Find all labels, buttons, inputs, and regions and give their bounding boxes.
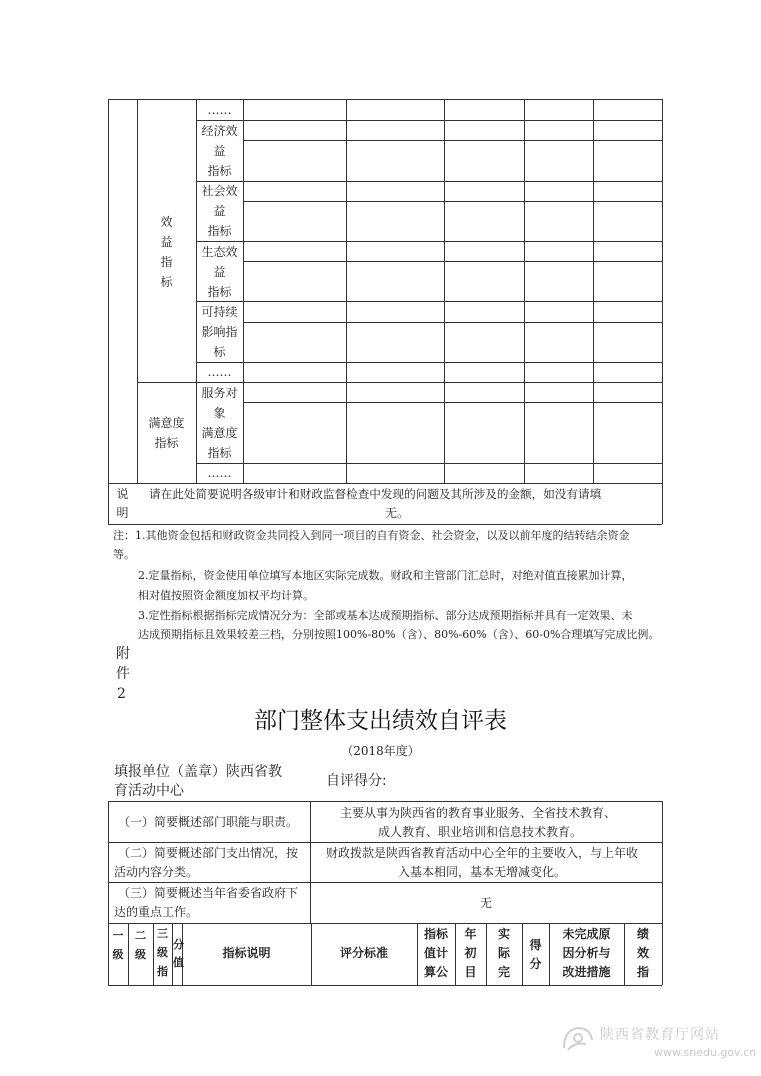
note-line: 注：1.其他资金包括和财政资金共同投入到同一项目的自有资金、社会资金，以及以前年度的结转结余资金 <box>113 529 630 542</box>
header-initial-target-3: 目 <box>464 965 477 979</box>
header-analysis-1: 未完成原 <box>562 927 611 941</box>
desc-text-1: 请在此处简要说明各级审计和财政监督检查中发现的问题及其所涉及的金额，如没有请填 <box>149 487 602 501</box>
attachment-char-1: 附 <box>116 646 130 662</box>
fill-unit-label-2: 育活动中心 <box>114 783 184 799</box>
header-level1-1: 一 <box>112 929 124 942</box>
note-line: 达成预期指标且效果较差三档，分别按照100%-80%（含）、80%-60%（含）、60-0%合理填写完成比例。 <box>138 628 660 641</box>
section-3-label-2: 达的重点工作。 <box>114 905 199 919</box>
attachment-char-2: 件 <box>116 666 130 682</box>
header-indicator-desc: 指标说明 <box>222 946 271 960</box>
watermark-url: www.snedu.gov.cn <box>654 1046 757 1059</box>
section-2-label-2: 活动内容分类。 <box>114 865 199 879</box>
section-1-value-2: 成人教育、职业培训和信息技术教育。 <box>378 825 583 839</box>
header-analysis-2: 因分析与 <box>562 946 611 960</box>
indicator-satisfaction-3: 满意度 <box>201 426 238 440</box>
ellipsis-cell: …… <box>207 365 232 379</box>
section-1-value-1: 主要从事为陕西省的教育事业服务、全省技术教育、 <box>340 806 617 820</box>
header-initial-target-1: 年 <box>464 927 477 941</box>
header-score-got-2: 分 <box>529 957 542 971</box>
note-line: 3.定性指标根据指标完成情况分为：全部或基本达成预期指标、部分达成预期指标并具有一定效果、未 <box>138 609 633 622</box>
fill-unit-label-1: 填报单位（盖章）陕西省教 <box>114 764 282 780</box>
group-label-satisfaction-1: 满意度 <box>148 416 185 430</box>
attachment-number: 2 <box>117 686 126 702</box>
ellipsis-cell: …… <box>207 466 232 480</box>
header-score-2: 值 <box>173 956 184 969</box>
emblem-icon <box>560 1022 596 1054</box>
desc-text-2: 无。 <box>385 506 410 520</box>
indicator-ecological-3: 指标 <box>207 285 232 299</box>
header-performance-3: 指 <box>636 965 649 979</box>
indicator-social-3: 指标 <box>207 224 232 238</box>
form-year: （2018年度） <box>341 744 420 758</box>
group-label-effect-3: 指 <box>160 255 173 269</box>
header-level3-2: 级 <box>157 946 168 959</box>
group-label-effect-1: 效 <box>160 215 173 229</box>
desc-label-1: 说 <box>116 487 129 501</box>
note-line: 等。 <box>113 548 135 561</box>
note-line: 相对值按照资金额度加权平均计算。 <box>138 589 314 602</box>
indicator-sustainable-1: 可持续 <box>201 305 238 319</box>
header-performance-1: 绩 <box>636 927 649 941</box>
header-level2-2: 级 <box>135 948 146 961</box>
indicator-satisfaction-2: 象 <box>213 406 226 420</box>
group-label-effect-2: 益 <box>160 235 173 249</box>
header-level3-3: 指 <box>157 965 168 978</box>
indicator-satisfaction-4: 指标 <box>207 446 232 460</box>
header-formula-3: 算公 <box>423 965 448 979</box>
indicator-sustainable-2: 影响指 <box>201 325 238 339</box>
indicator-economic-2: 益 <box>213 144 226 158</box>
watermark-text: 陕西省教育厅网站 <box>600 1027 720 1043</box>
header-level1-2: 级 <box>112 948 124 961</box>
section-1-label: （一）简要概述部门职能与职责。 <box>118 815 299 829</box>
indicator-satisfaction-1: 服务对 <box>201 386 238 400</box>
section-2-value-2: 入基本相同，基本无增减变化。 <box>398 865 567 879</box>
header-actual-1: 实 <box>497 927 510 941</box>
header-score-1: 分 <box>173 938 184 951</box>
header-formula-1: 指标 <box>423 927 448 941</box>
header-level2-1: 二 <box>135 929 146 942</box>
indicator-ecological-2: 益 <box>213 265 226 279</box>
section-2-value-1: 财政拨款是陕西省教育活动中心全年的主要收入，与上年收 <box>326 846 639 860</box>
header-score-cell <box>173 935 182 975</box>
section-3-value: 无 <box>479 896 492 910</box>
header-score-got-1: 得 <box>529 938 542 952</box>
note-line: 2.定量指标，资金使用单位填写本地区实际完成数。财政和主管部门汇总时，对绝对值直接累加计算， <box>138 569 633 582</box>
header-scoring-standard: 评分标准 <box>339 946 388 960</box>
group-label-satisfaction-2: 指标 <box>154 436 179 450</box>
indicator-ecological-1: 生态效 <box>201 245 238 259</box>
header-initial-target-2: 初 <box>464 946 477 960</box>
header-level3-1: 三 <box>157 927 168 940</box>
group-label-effect-4: 标 <box>160 275 173 289</box>
indicator-social-2: 益 <box>213 204 226 218</box>
section-2-label-1: （二）简要概述部门支出情况，按 <box>118 846 299 860</box>
indicator-sustainable-3: 标 <box>213 345 226 359</box>
indicator-social-1: 社会效 <box>201 184 238 198</box>
self-score-label: 自评得分: <box>326 773 387 789</box>
form-title: 部门整体支出绩效自评表 <box>254 708 507 734</box>
header-analysis-3: 改进措施 <box>562 965 611 979</box>
header-actual-2: 际 <box>497 946 510 960</box>
indicator-economic-3: 指标 <box>207 164 232 178</box>
section-3-label-1: （三）简要概述当年省委省政府下 <box>118 886 299 900</box>
header-formula-2: 值计 <box>423 946 448 960</box>
ellipsis-cell: …… <box>207 103 232 117</box>
header-actual-3: 完 <box>497 965 510 979</box>
header-performance-2: 效 <box>636 946 649 960</box>
desc-label-2: 明 <box>116 506 129 520</box>
indicator-economic-1: 经济效 <box>201 124 238 138</box>
